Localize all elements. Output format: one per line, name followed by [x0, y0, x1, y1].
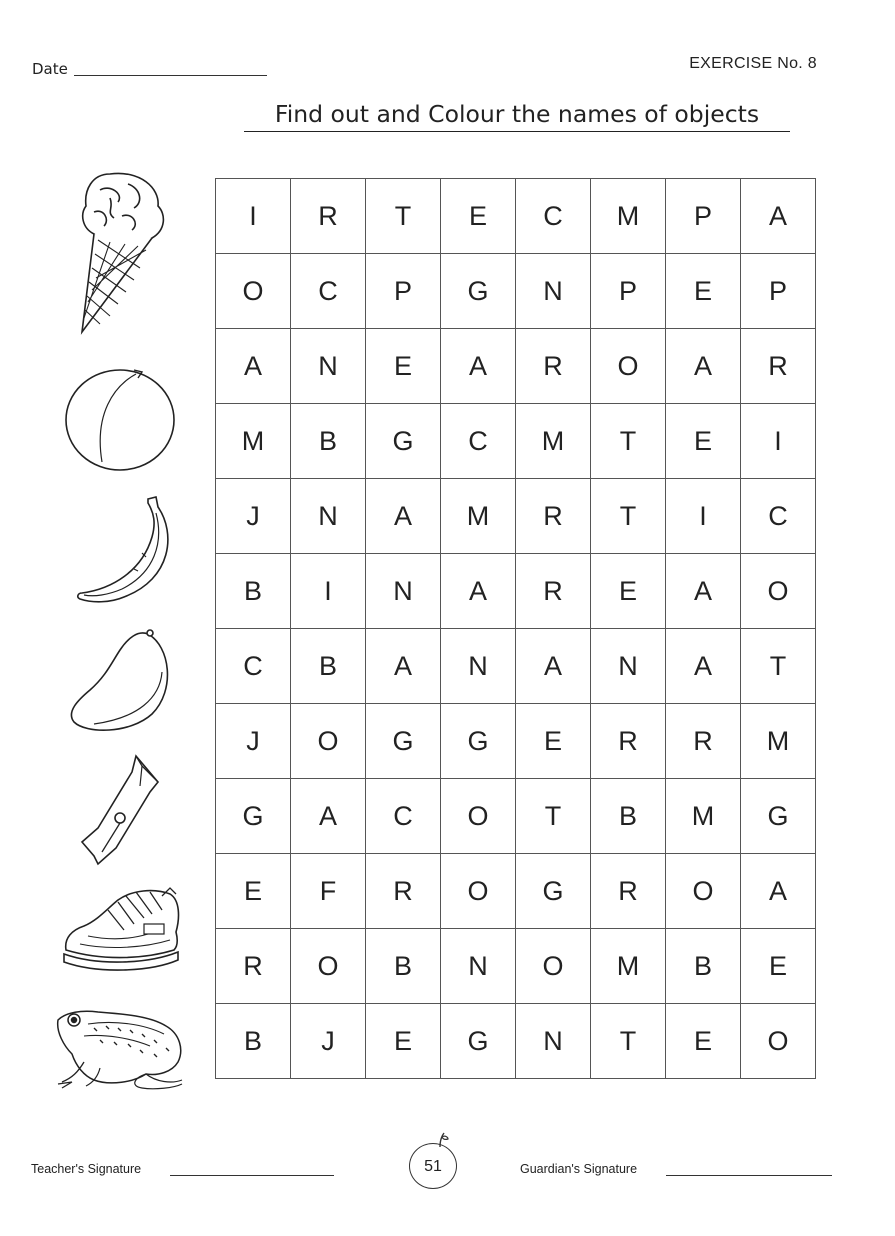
exercise-number: EXERCISE No. 8 — [689, 55, 817, 72]
grid-cell[interactable]: O — [741, 554, 816, 629]
grid-row — [216, 779, 816, 854]
grid-cell[interactable]: N — [516, 254, 591, 329]
grid-cell[interactable]: C — [441, 404, 516, 479]
grid-cell[interactable]: A — [441, 554, 516, 629]
grid-cell[interactable]: C — [291, 254, 366, 329]
grid-cell[interactable]: E — [366, 329, 441, 404]
plum-icon — [62, 362, 182, 474]
grid-cell[interactable]: E — [666, 404, 741, 479]
grid-cell[interactable]: R — [291, 179, 366, 254]
grid-cell[interactable]: E — [666, 254, 741, 329]
shoe-icon — [58, 884, 186, 980]
grid-cell[interactable]: G — [441, 254, 516, 329]
grid-cell[interactable]: O — [216, 254, 291, 329]
page-number: 51 — [409, 1143, 457, 1189]
grid-cell[interactable]: A — [216, 329, 291, 404]
date-line — [74, 75, 267, 76]
grid-cell[interactable]: C — [216, 629, 291, 704]
grid-cell[interactable]: J — [291, 1004, 366, 1079]
grid-cell[interactable]: M — [591, 179, 666, 254]
grid-cell[interactable]: G — [741, 779, 816, 854]
grid-cell[interactable]: O — [516, 929, 591, 1004]
grid-cell[interactable]: B — [216, 1004, 291, 1079]
grid-row — [216, 1004, 816, 1079]
guardian-signature-line — [666, 1175, 832, 1176]
grid-cell[interactable]: B — [291, 404, 366, 479]
grid-cell[interactable]: R — [516, 554, 591, 629]
grid-cell[interactable]: E — [441, 179, 516, 254]
grid-cell[interactable]: M — [216, 404, 291, 479]
grid-row — [216, 629, 816, 704]
grid-cell[interactable]: T — [591, 1004, 666, 1079]
grid-cell[interactable]: T — [591, 479, 666, 554]
grid-cell[interactable]: P — [666, 179, 741, 254]
grid-cell[interactable]: M — [441, 479, 516, 554]
grid-cell[interactable]: N — [441, 929, 516, 1004]
grid-row — [216, 179, 816, 254]
grid-cell[interactable]: A — [291, 779, 366, 854]
grid-cell[interactable]: R — [216, 929, 291, 1004]
frog-icon — [54, 1006, 186, 1090]
grid-cell[interactable]: O — [291, 929, 366, 1004]
grid-row — [216, 479, 816, 554]
grid-cell[interactable]: R — [741, 329, 816, 404]
grid-cell[interactable]: A — [666, 629, 741, 704]
banana-icon — [72, 493, 184, 609]
grid-cell[interactable]: N — [591, 629, 666, 704]
grid-cell[interactable]: G — [516, 854, 591, 929]
grid-cell[interactable]: N — [441, 629, 516, 704]
ice-cream-icon — [70, 168, 170, 336]
grid-cell[interactable]: B — [366, 929, 441, 1004]
grid-cell[interactable]: O — [741, 1004, 816, 1079]
grid-cell[interactable]: R — [516, 479, 591, 554]
grid-cell[interactable]: I — [741, 404, 816, 479]
grid-cell[interactable]: C — [366, 779, 441, 854]
grid-cell[interactable]: M — [741, 704, 816, 779]
grid-cell[interactable]: N — [291, 329, 366, 404]
grid-row — [216, 404, 816, 479]
grid-cell[interactable]: I — [666, 479, 741, 554]
grid-cell[interactable]: B — [591, 779, 666, 854]
grid-row — [216, 329, 816, 404]
grid-cell[interactable]: B — [291, 629, 366, 704]
grid-cell[interactable]: O — [591, 329, 666, 404]
mango-icon — [66, 626, 178, 738]
grid-cell[interactable]: P — [366, 254, 441, 329]
grid-cell[interactable]: O — [441, 779, 516, 854]
grid-cell[interactable]: G — [216, 779, 291, 854]
grid-cell[interactable]: I — [216, 179, 291, 254]
grid-row — [216, 254, 816, 329]
grid-cell[interactable]: J — [216, 704, 291, 779]
grid-cell[interactable]: B — [216, 554, 291, 629]
grid-cell[interactable]: T — [516, 779, 591, 854]
grid-cell[interactable]: A — [366, 629, 441, 704]
grid-cell[interactable]: A — [741, 854, 816, 929]
grid-cell[interactable]: A — [741, 179, 816, 254]
grid-cell[interactable]: E — [666, 1004, 741, 1079]
grid-cell[interactable]: T — [591, 404, 666, 479]
grid-row — [216, 554, 816, 629]
grid-cell[interactable]: A — [441, 329, 516, 404]
grid-cell[interactable]: M — [516, 404, 591, 479]
grid-cell[interactable]: A — [366, 479, 441, 554]
page-title: Find out and Colour the names of objects — [244, 100, 790, 132]
grid-cell[interactable]: M — [666, 779, 741, 854]
grid-cell[interactable]: B — [666, 929, 741, 1004]
grid-cell[interactable]: E — [366, 1004, 441, 1079]
grid-cell[interactable]: E — [741, 929, 816, 1004]
grid-cell[interactable]: G — [366, 404, 441, 479]
grid-cell[interactable]: N — [516, 1004, 591, 1079]
grid-cell[interactable]: P — [591, 254, 666, 329]
grid-cell[interactable]: J — [216, 479, 291, 554]
grid-cell[interactable]: T — [366, 179, 441, 254]
grid-cell[interactable]: T — [741, 629, 816, 704]
grid-cell[interactable]: N — [291, 479, 366, 554]
grid-cell[interactable]: O — [291, 704, 366, 779]
grid-cell[interactable]: R — [366, 854, 441, 929]
grid-cell[interactable]: M — [591, 929, 666, 1004]
grid-cell[interactable]: E — [591, 554, 666, 629]
grid-cell[interactable]: A — [666, 329, 741, 404]
grid-cell[interactable]: G — [441, 704, 516, 779]
date-label: Date — [32, 60, 68, 78]
grid-cell[interactable]: R — [591, 704, 666, 779]
grid-cell[interactable]: F — [291, 854, 366, 929]
grid-cell[interactable]: R — [591, 854, 666, 929]
grid-cell[interactable]: C — [741, 479, 816, 554]
teacher-signature-line — [170, 1175, 334, 1176]
grid-row — [216, 704, 816, 779]
grid-cell[interactable]: N — [366, 554, 441, 629]
grid-cell[interactable]: G — [366, 704, 441, 779]
grid-cell[interactable]: O — [666, 854, 741, 929]
grid-row — [216, 929, 816, 1004]
grid-cell[interactable]: O — [441, 854, 516, 929]
grid-cell[interactable]: A — [666, 554, 741, 629]
grid-cell[interactable]: P — [741, 254, 816, 329]
grid-cell[interactable]: G — [441, 1004, 516, 1079]
grid-cell[interactable]: E — [216, 854, 291, 929]
letter-grid — [215, 178, 816, 1079]
grid-cell[interactable]: A — [516, 629, 591, 704]
grid-cell[interactable]: R — [516, 329, 591, 404]
guardian-signature-label: Guardian's Signature — [520, 1162, 638, 1176]
grid-cell[interactable]: I — [291, 554, 366, 629]
grid-cell[interactable]: E — [516, 704, 591, 779]
teacher-signature-label: Teacher's Signature — [31, 1162, 142, 1176]
grid-cell[interactable]: R — [666, 704, 741, 779]
grid-row — [216, 854, 816, 929]
grid-cell[interactable]: C — [516, 179, 591, 254]
pen-nib-icon — [76, 752, 166, 870]
